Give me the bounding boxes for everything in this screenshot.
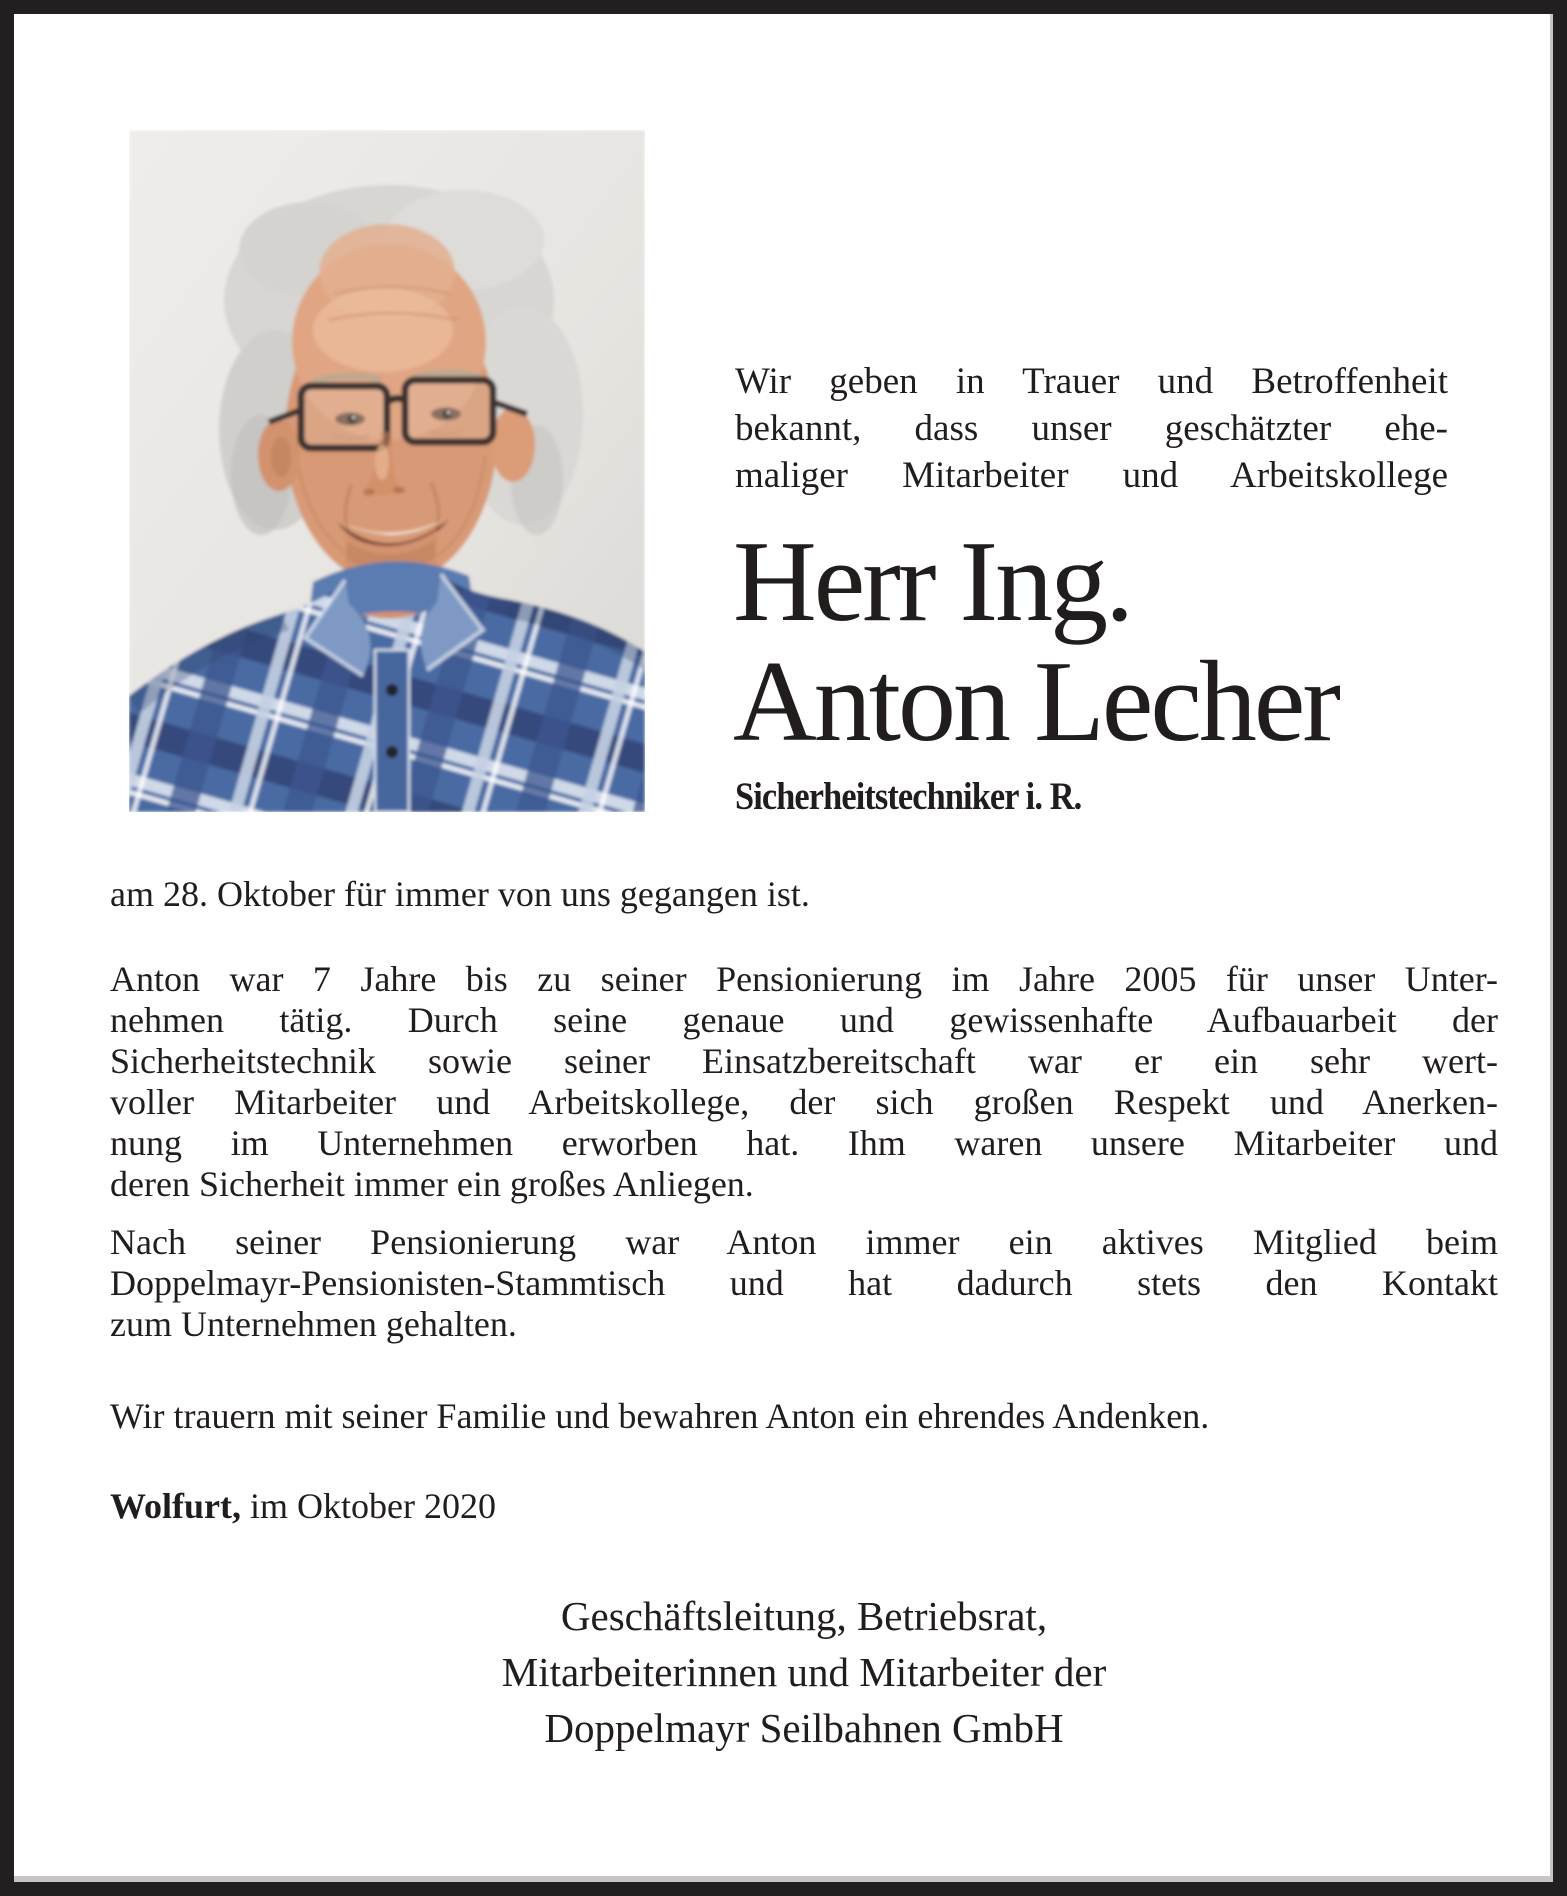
paragraph-line: nung im Unternehmen erworben hat. Ihm waren unsere Mitarbeiter und [110,1123,1498,1163]
place-date-line [110,1486,1498,1527]
date-of-death-line: am 28. Oktober für immer von uns gegangen ist. [110,874,810,914]
paragraph-line: nehmen tätig. Durch seine genaue und gewissenhafte Aufbauarbeit der [110,1000,1498,1040]
name-line-2: Anton Lecher [733,638,1338,766]
paragraph-line: voller Mitarbeiter und Arbeitskollege, der sich großen Respekt und Anerken- [110,1082,1498,1122]
place-name: Wolfurt, [110,1486,241,1526]
paragraph-line: zum Unternehmen gehalten. [110,1304,517,1344]
portrait-photo [129,130,645,812]
paragraph-line: deren Sicherheit immer ein großes Anliegen. [110,1164,754,1204]
tribute-paragraph-1 [110,959,1498,1205]
paragraph-line: Nach seiner Pensionierung war Anton immer ein aktives Mitglied beim [110,1222,1498,1262]
intro-paragraph [735,358,1448,499]
paragraph-line: Doppelmayr-Pensionisten-Stammtisch und hat dadurch stets den Kontakt [110,1263,1498,1303]
intro-line: Wir geben in Trauer und Betroffenheit [735,361,1448,402]
paragraph-line: Sicherheitstechnik sowie seiner Einsatzbereitschaft war er ein sehr wert- [110,1041,1498,1081]
tribute-paragraph-2 [110,1222,1498,1345]
signature-line: Doppelmayr Seilbahnen GmbH [544,1705,1064,1751]
date-text: im Oktober 2020 [250,1486,496,1526]
intro-line: maliger Mitarbeiter und Arbeitskollege [735,455,1448,496]
signature-block [110,1588,1498,1756]
intro-line: bekannt, dass unser geschätzter ehe- [735,408,1448,449]
portrait-svg [129,130,645,812]
profession-subtitle: Sicherheitstechniker i. R. [735,775,1082,818]
mourning-line: Wir trauern mit seiner Familie und bewahren Anton ein ehrendes Andenken. [110,1396,1210,1436]
signature-line: Geschäftsleitung, Betriebsrat, [560,1593,1048,1639]
name-line-1: Herr Ing. [733,518,1132,646]
paragraph-line: Anton war 7 Jahre bis zu seiner Pensionierung im Jahre 2005 für unser Unter- [110,959,1498,999]
obituary-page [14,14,1553,1882]
deceased-name-heading [733,518,1493,766]
signature-line: Mitarbeiterinnen und Mitarbeiter der [501,1649,1107,1695]
